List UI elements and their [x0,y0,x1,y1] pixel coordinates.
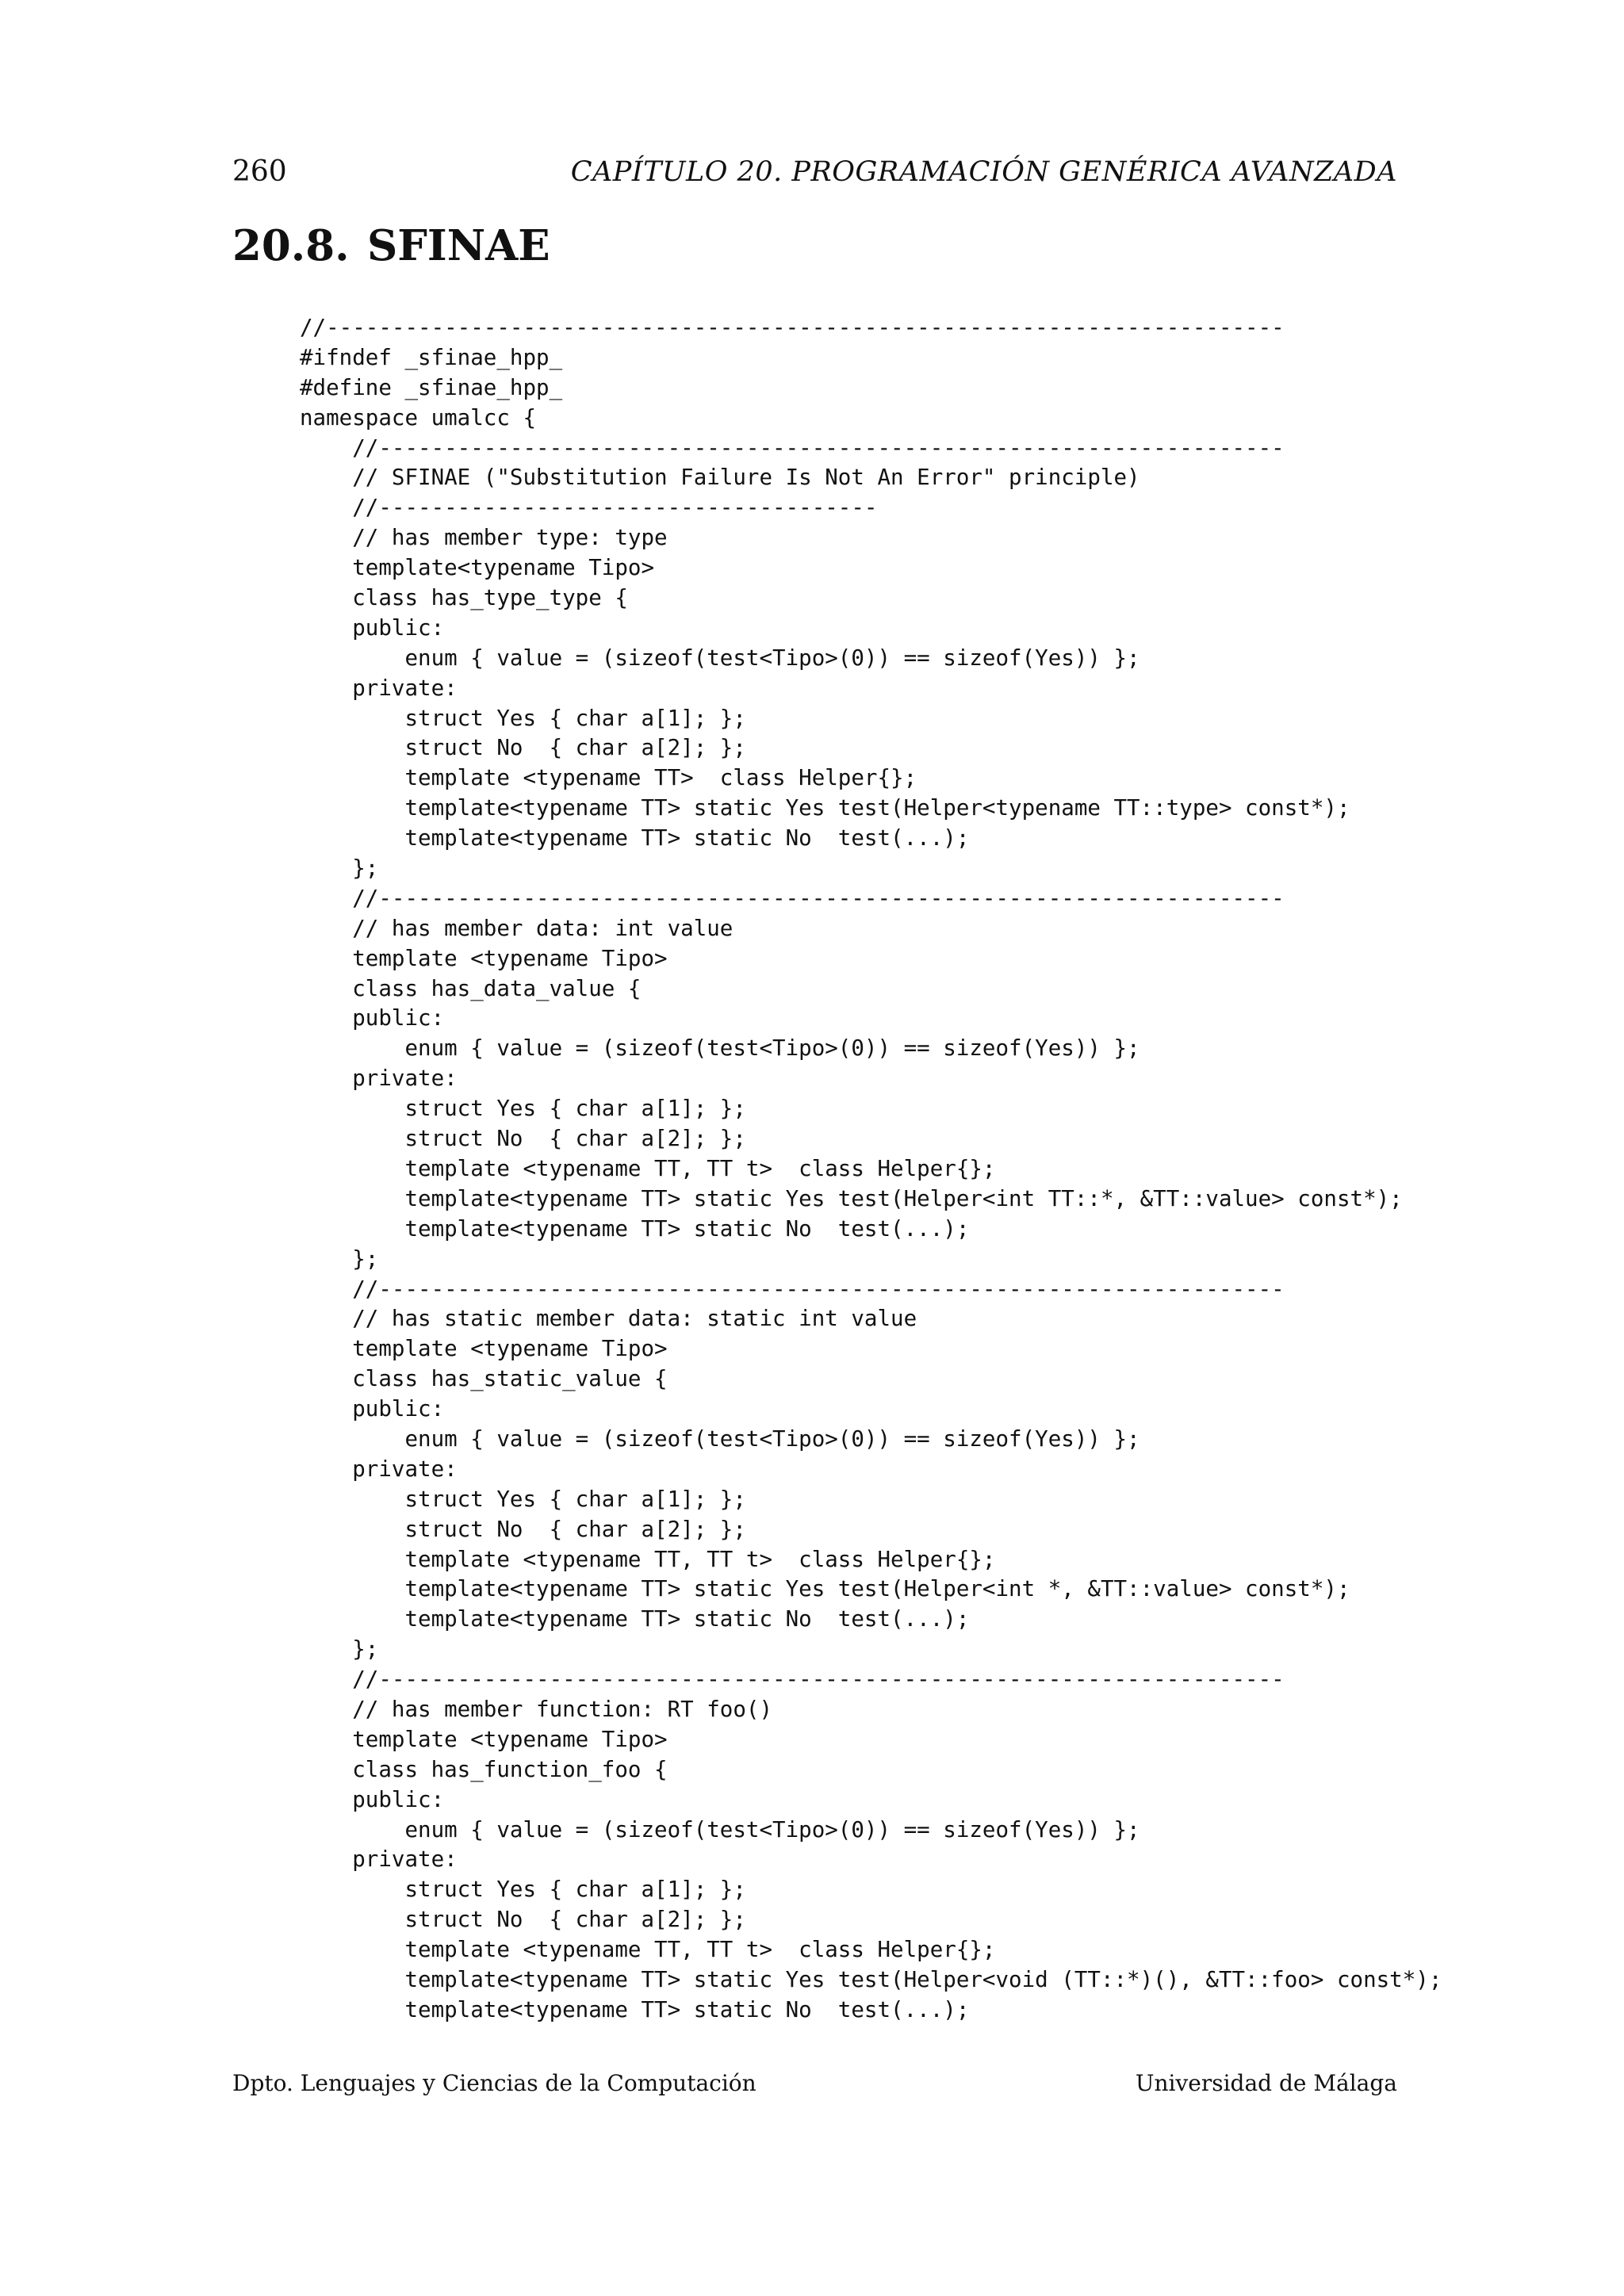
code-line: // has member data: int value [300,915,733,941]
code-line: template<typename TT> static Yes test(Helper<void (TT::*)(), &TT::foo> const*); [300,1966,1442,1992]
code-line: template <typename TT, TT t> class Helper{}; [300,1546,996,1572]
code-line: private: [300,1456,458,1482]
code-line: struct No { char a[2]; }; [300,1126,746,1152]
code-line: }; [300,1636,379,1663]
section-heading [232,220,550,271]
code-line: // has member type: type [300,525,668,551]
code-line: template <typename TT, TT t> class Helper{}; [300,1937,996,1963]
running-head: CAPÍTULO 20. PROGRAMACIÓN GENÉRICA AVANZADA [570,156,1397,188]
code-line: template <typename Tipo> [300,945,668,971]
code-line: struct No { char a[2]; }; [300,1516,746,1542]
code-line: //--------------------------------------------------------------------- [300,1667,1285,1693]
code-line: // SFINAE ("Substitution Failure Is Not An Error" principle) [300,465,1140,491]
code-line: struct Yes { char a[1]; }; [300,1877,746,1903]
code-line: template <typename Tipo> [300,1726,668,1752]
code-line: enum { value = (sizeof(test<Tipo>(0)) == sizeof(Yes)) }; [300,1425,1140,1452]
section-number: 20.8. [232,221,350,270]
code-line: private: [300,1066,458,1092]
code-line: public: [300,614,445,641]
code-line: namespace umalcc { [300,404,537,430]
code-line: struct Yes { char a[1]; }; [300,1096,746,1122]
code-line: struct Yes { char a[1]; }; [300,1486,746,1512]
footer-university: Universidad de Málaga [1135,2070,1397,2096]
code-line: class has_function_foo { [300,1756,668,1782]
code-line: template<typename TT> static Yes test(Helper<typename TT::type> const*); [300,795,1350,821]
footer-department: Dpto. Lenguajes y Ciencias de la Computación [232,2070,756,2096]
code-line: template <typename TT> class Helper{}; [300,765,917,791]
code-line: template<typename TT> static No test(...); [300,825,970,851]
code-line: template<typename TT> static No test(...); [300,1215,970,1242]
code-line: }; [300,1246,379,1272]
code-line: struct Yes { char a[1]; }; [300,705,746,731]
code-line: class has_data_value { [300,975,642,1001]
code-line: // has member function: RT foo() [300,1696,773,1722]
code-line: //------------------------------------------------------------------------- [300,315,1285,340]
code-line: enum { value = (sizeof(test<Tipo>(0)) == sizeof(Yes)) }; [300,1035,1140,1062]
code-line: struct No { char a[2]; }; [300,1907,746,1933]
code-line: class has_type_type { [300,585,628,611]
code-line: template<typename TT> static No test(...); [300,1996,970,2022]
code-line: template<typename TT> static Yes test(Helper<int *, &TT::value> const*); [300,1576,1350,1602]
code-line: template<typename TT> static No test(...); [300,1606,970,1632]
code-line: template<typename TT> static Yes test(Helper<int TT::*, &TT::value> const*); [300,1185,1403,1211]
code-listing [300,313,1442,2026]
code-line: // has static member data: static int value [300,1306,917,1332]
code-line: class has_static_value { [300,1366,668,1392]
code-line: //--------------------------------------------------------------------- [300,885,1285,911]
code-line: public: [300,1786,445,1812]
code-line: template <typename Tipo> [300,1336,668,1362]
code-line: #define _sfinae_hpp_ [300,374,563,400]
section-title: SFINAE [367,221,550,270]
code-line: //-------------------------------------- [300,495,878,521]
code-line: enum { value = (sizeof(test<Tipo>(0)) == sizeof(Yes)) }; [300,645,1140,671]
code-line: public: [300,1005,445,1031]
code-line: enum { value = (sizeof(test<Tipo>(0)) == sizeof(Yes)) }; [300,1816,1140,1843]
code-line: struct No { char a[2]; }; [300,735,746,761]
code-line: //--------------------------------------------------------------------- [300,434,1285,461]
page-number: 260 [232,155,287,188]
code-line: template<typename Tipo> [300,555,655,581]
code-line: public: [300,1396,445,1422]
code-line: private: [300,675,458,701]
code-line: //--------------------------------------------------------------------- [300,1276,1285,1302]
code-line: template <typename TT, TT t> class Helper{}; [300,1155,996,1181]
code-line: #ifndef _sfinae_hpp_ [300,344,563,370]
code-line: private: [300,1846,458,1873]
code-line: }; [300,855,379,882]
